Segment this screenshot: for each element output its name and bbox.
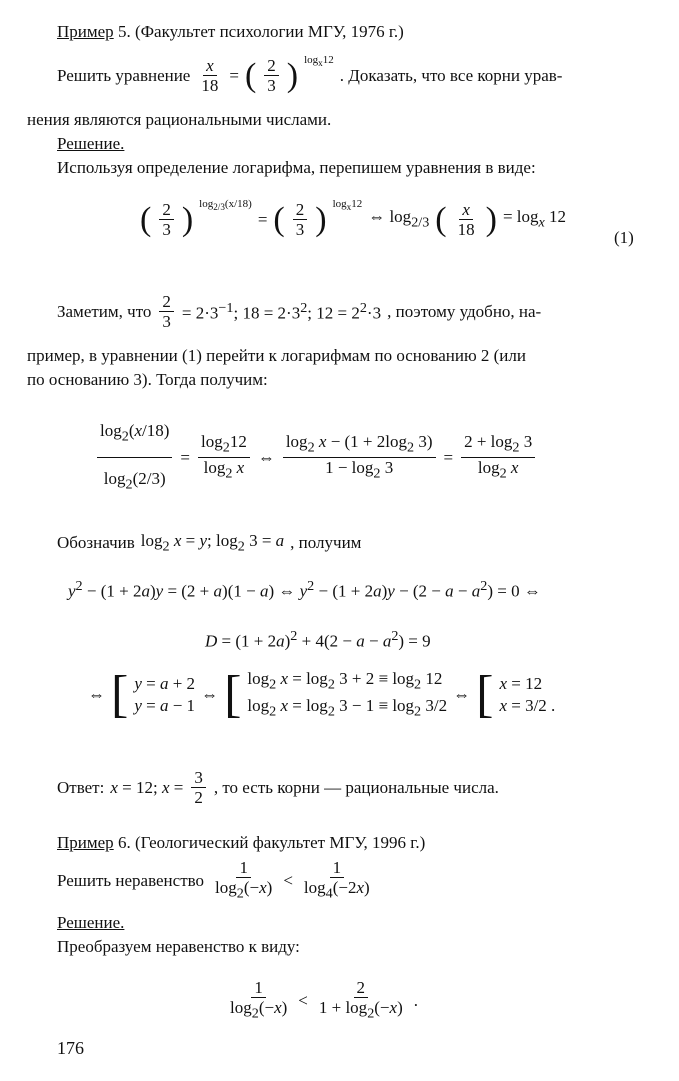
task-text-line2: нения являются рациональными числами.: [27, 110, 332, 129]
answer-text: , то есть корни — рациональные числа.: [213, 777, 499, 797]
equation-inequality: $\frac{1}{\log_2(-x)}$ < $\frac{2}{1 + \log_2(-x)}$ .: [230, 978, 418, 1022]
substitution-line: Обозначив $\log_2 x = y$; $\log_2 3 = a$ , получим: [57, 531, 362, 555]
paragraph: Заметим, что: [57, 301, 152, 321]
equation-formula: $\frac{x}{18}$: [201, 56, 219, 95]
paragraph: Преобразуем неравенство к виду:: [57, 937, 300, 956]
task-text-cont: . Доказать, что все корни урав-: [339, 65, 563, 85]
paragraph-line3: по основанию 3). Тогда получим:: [27, 370, 268, 389]
example-6-heading: [57, 833, 425, 853]
example-5-task: Решить уравнение $\frac{x}{18}$ = ( $\frac{2}{3}$ ) $\log_x12$ . Доказать, что все корни урав-: [57, 54, 563, 95]
example-source: 5. (Факультет психологии МГУ, 1976 г.): [113, 22, 404, 41]
answer-label: Ответ:: [57, 777, 105, 797]
paragraph: Обозначив: [57, 533, 135, 553]
note-line: Заметим, что $\frac{2}{3}$ = $2\cdot 3^{-1}$; $18 = 2\cdot 3^2$; $12 = 2^2\cdot 3$ , поэтому удобно, на-: [57, 292, 542, 331]
example-label: Пример: [57, 833, 114, 852]
equation-1: ( $\frac{2}{3}$ ) $\log_{2/3}(x/18)$ = ( $\frac{2}{3}$ ) $\log_x12$ ⇔ $\log_{2/3}$ ( $\frac{x}{18}$ ) = $\log_x 12$: [140, 198, 567, 239]
solution-heading: Решение.: [57, 913, 125, 932]
page-number: 176: [57, 1038, 84, 1058]
answer-line: Ответ: x = 12; x = $\frac{3}{2}$ , то есть корни — рациональные числа.: [57, 768, 499, 807]
paragraph-cont: , поэтому удобно, на-: [387, 301, 542, 321]
example-source: 6. (Геологический факультет МГУ, 1996 г.): [113, 833, 426, 852]
paragraph-cont: , получим: [290, 533, 362, 553]
example-label: Пример: [57, 22, 114, 41]
example-5-heading: [57, 22, 404, 42]
equation-3: $y^2 - (1 + 2a)y = (2 + a)(1 - a)$ ⇔ $y^2 - (1 + 2a)y - (2 - a - a^2) = 0$ ⇔: [68, 578, 541, 601]
example-6-task: Решить неравенство $\frac{1}{\log_2(-x)}$ < $\frac{1}{\log_4(-2x)}$: [57, 858, 370, 902]
task-text: Решить неравенство: [57, 870, 205, 890]
paragraph: Используя определение логарифма, перепишем уравнения в виде:: [57, 158, 536, 177]
task-text: Решить уравнение: [57, 65, 191, 85]
solution-heading: Решение.: [57, 134, 125, 153]
paragraph-line2: пример, в уравнении (1) перейти к логарифмам по основанию 2 (или: [27, 346, 526, 365]
equation-system: ⇔ [ y = a + 2 y = a − 1 ⇔ [ $\log_2 x = \log_2 3 + 2 \equiv \log_2 12$ $\log_2 x = \log_2 3 - 1 \equiv \log_2 3/2$ ⇔ [ x = 12 x = 3/2 .: [88, 666, 556, 724]
equation-discriminant: $D = (1 + 2a)^2 + 4(2 - a - a^2) = 9$: [205, 628, 431, 651]
equation-number: (1): [614, 228, 634, 247]
equation-2: $\frac{\log_2(x/18)}{\log_2(2/3)}$ = $\frac{\log_212}{\log_2 x}$ ⇔ $\frac{\log_2 x - (1 + 2\log_2 3)}{1 - \log_2 3}$ = $\frac{2 + \log_2 3}{\log_2 x}$: [95, 410, 537, 506]
